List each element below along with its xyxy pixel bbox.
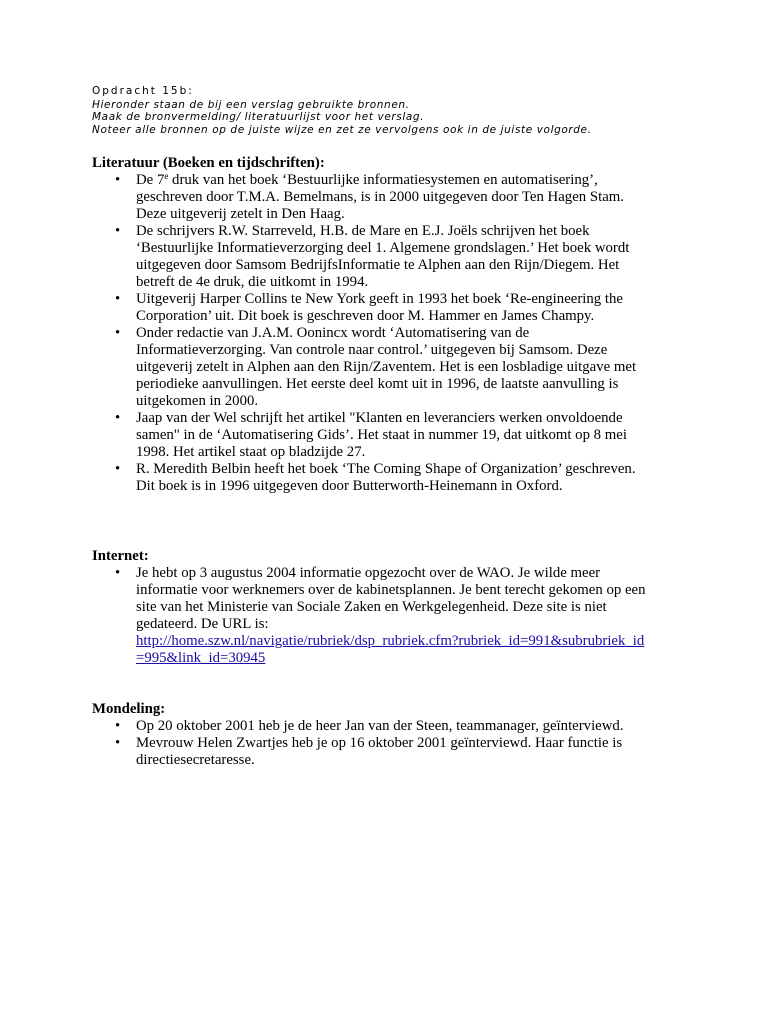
bullet-icon: • xyxy=(115,565,121,581)
text-line: gedateerd. De URL is: xyxy=(136,616,269,632)
text-line: uitgeverij zetelt in Alphen aan den Rijn/Zaventem. Het is een losbladige uitgave met xyxy=(136,359,637,375)
text-line: Uitgeverij Harper Collins te New York geeft in 1993 het boek ‘Re-engineering the xyxy=(136,291,623,307)
list-item xyxy=(92,735,692,769)
list-item xyxy=(92,325,692,410)
list-item xyxy=(92,223,692,291)
internet-section xyxy=(92,548,692,667)
bullet-icon: • xyxy=(115,718,121,734)
list-item xyxy=(92,461,692,495)
instruction-line: Noteer alle bronnen op de juiste wijze en zet ze vervolgens ook in de juiste volgorde. xyxy=(92,123,592,136)
text-line: Onder redactie van J.A.M. Oonincx wordt ‘Automatisering van de xyxy=(136,325,530,341)
text-line: Op 20 oktober 2001 heb je de heer Jan van der Steen, teammanager, geïnterviewd. xyxy=(136,718,624,734)
interview-heading: Mondeling: xyxy=(92,701,166,717)
list-item xyxy=(92,718,692,735)
text-line: betreft de 4e druk, die uitkomt in 1994. xyxy=(136,274,369,290)
text-line: directiesecretaresse. xyxy=(136,752,255,768)
text-line: 1998. Het artikel staat op bladzijde 27. xyxy=(136,444,366,460)
bullet-icon: • xyxy=(115,172,121,188)
list-item xyxy=(92,172,692,223)
internet-heading: Internet: xyxy=(92,548,149,564)
bullet-icon: • xyxy=(115,410,121,426)
text-line: R. Meredith Belbin heeft het boek ‘The Coming Shape of Organization’ geschreven. xyxy=(136,461,636,477)
assignment-title: Opdracht 15b: xyxy=(92,85,194,97)
text-line: Dit boek is in 1996 uitgegeven door Butterworth-Heinemann in Oxford. xyxy=(136,478,563,494)
text-line: informatie voor werknemers over de kabinetsplannen. Je bent terecht gekomen op een xyxy=(136,582,646,598)
text-line: periodieke aanvullingen. Het eerste deel komt uit in 1996, de laatste aanvulling is xyxy=(136,376,619,392)
text-line: uitgekomen in 2000. xyxy=(136,393,259,409)
list-item xyxy=(92,565,692,667)
text-line: Jaap van der Wel schrijft het artikel "Klanten en leveranciers werken onvoldoende xyxy=(136,410,623,426)
text-line: De 7e druk van het boek ‘Bestuurlijke informatiesystemen en automatisering’, xyxy=(136,171,598,188)
text-line: Deze uitgeverij zetelt in Den Haag. xyxy=(136,206,345,222)
bullet-icon: • xyxy=(115,291,121,307)
text-line: site van het Ministerie van Sociale Zaken en Werkgelegenheid. Deze site is niet xyxy=(136,599,607,615)
instruction-line: Maak de bronvermelding/ literatuurlijst voor het verslag. xyxy=(92,111,425,124)
text-line: uitgegeven door Samsom BedrijfsInformatie te Alphen aan den Rijn/Diegem. Het xyxy=(136,257,620,273)
literature-list xyxy=(92,172,692,495)
instruction-line: Hieronder staan de bij een verslag gebruikte bronnen. xyxy=(92,98,410,111)
text-line: Corporation’ uit. Dit boek is geschreven door M. Hammer en James Champy. xyxy=(136,308,595,324)
bullet-icon: • xyxy=(115,735,121,751)
text-line: geschreven door T.M.A. Bemelmans, is in 2000 uitgegeven door Ten Hagen Stam. xyxy=(136,189,624,205)
text-line: Mevrouw Helen Zwartjes heb je op 16 oktober 2001 geïnterviewd. Haar functie is xyxy=(136,735,623,751)
text-line: ‘Bestuurlijke Informatieverzorging deel 1. Algemene grondslagen.’ Het boek wordt xyxy=(136,240,630,256)
internet-list xyxy=(92,565,692,667)
bullet-icon: • xyxy=(115,461,121,477)
bullet-icon: • xyxy=(115,223,121,239)
bullet-icon: • xyxy=(115,325,121,341)
text-line: Informatieverzorging. Van controle naar control.’ uitgegeven bij Samsom. Deze xyxy=(136,342,608,358)
list-item xyxy=(92,410,692,461)
list-item xyxy=(92,291,692,325)
literature-heading: Literatuur (Boeken en tijdschriften): xyxy=(92,155,325,171)
text-line: Je hebt op 3 augustus 2004 informatie opgezocht over de WAO. Je wilde meer xyxy=(136,565,601,581)
source-url-link[interactable]: =995&link_id=30945 xyxy=(136,650,266,666)
text-line: De schrijvers R.W. Starreveld, H.B. de Mare en E.J. Joëls schrijven het boek xyxy=(136,223,590,239)
text-line: samen" in de ‘Automatisering Gids’. Het staat in nummer 19, dat uitkomt op 8 mei xyxy=(136,427,627,443)
literature-section xyxy=(92,155,692,495)
assignment-header xyxy=(92,85,732,136)
source-url-link[interactable]: http://home.szw.nl/navigatie/rubriek/dsp_rubriek.cfm?rubriek_id=991&subrubriek_id xyxy=(136,633,645,649)
interview-section xyxy=(92,701,692,769)
interview-list xyxy=(92,718,692,769)
